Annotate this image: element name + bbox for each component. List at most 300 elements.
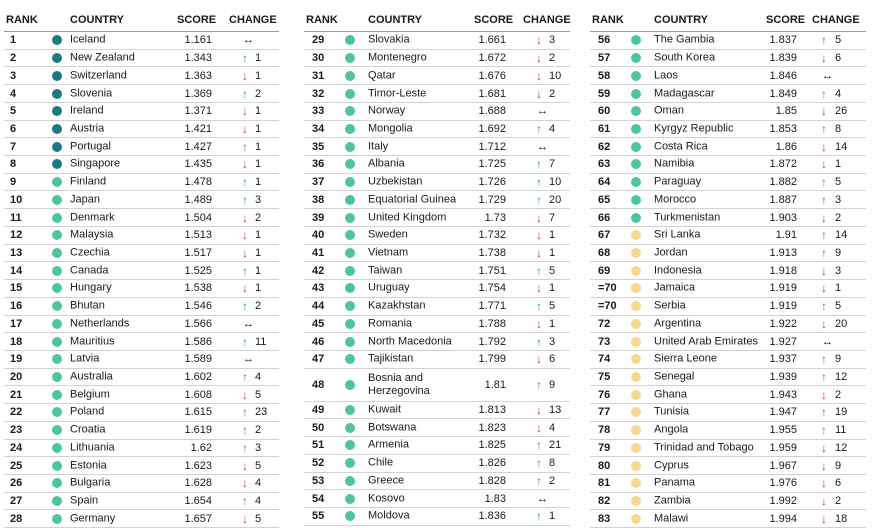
country-cell: Madagascar [654,87,715,100]
rank-cell: 11 [10,211,22,224]
change-value: 1 [255,122,262,135]
score-cell: 1.771 [478,300,506,313]
arrow-down-icon: ↓ [536,51,542,66]
header-change: CHANGE [812,14,860,26]
arrow-down-icon: ↓ [536,281,542,296]
rank-cell: 72 [598,317,611,330]
change-value: 5 [549,300,556,313]
arrow-down-icon: ↓ [536,403,542,418]
arrow-up-icon: ↑ [821,299,827,314]
rank-cell: 18 [10,335,23,348]
table-row [590,422,866,440]
table-row [304,369,570,402]
arrow-up-icon: ↑ [821,192,827,207]
change-value: 3 [835,264,842,277]
score-cell: 1.913 [769,246,797,259]
rank-cell: 36 [312,158,325,171]
rank-cell: 5 [10,105,17,118]
score-cell: 1.657 [184,512,212,525]
tier-dot [631,53,641,63]
table-row [590,457,866,475]
country-cell: Kuwait [368,403,402,416]
change-value: 6 [835,477,842,490]
table-row [4,422,279,440]
rank-cell: 17 [10,317,23,330]
rank-cell: 77 [598,406,611,419]
no-change-icon: ↔ [822,69,833,82]
table-row [304,245,570,263]
change-value: 6 [549,353,556,366]
country-cell: Indonesia [654,264,702,277]
arrow-up-icon: ↑ [242,263,248,278]
rank-cell: 81 [598,477,611,490]
change-value: 2 [255,424,262,437]
tier-dot [345,440,355,450]
change-value: 23 [255,406,268,419]
rank-cell: 69 [598,264,611,277]
score-cell: 1.566 [184,317,212,330]
score-cell: 1.371 [184,105,212,118]
change-value: 1 [255,140,262,153]
country-cell: Malawi [654,512,689,525]
arrow-down-icon: ↓ [536,33,542,48]
tier-dot [52,319,62,329]
rank-cell: 6 [10,122,17,135]
score-cell: 1.725 [478,158,506,171]
tier-dot [345,35,355,45]
score-cell: 1.849 [769,87,797,100]
tier-dot [52,71,62,81]
change-value: 2 [255,211,262,224]
change-value: 1 [549,282,556,295]
table-row [590,191,866,209]
change-value: 5 [835,300,842,313]
tier-dot [345,177,355,187]
change-value: 13 [549,404,562,417]
rank-cell: 10 [10,193,23,206]
score-cell: 1.939 [769,371,797,384]
score-cell: 1.837 [769,34,797,47]
table-row [4,475,279,493]
change-value: 14 [835,140,848,153]
rank-cell: 38 [312,193,325,206]
change-value: 1 [835,158,842,171]
score-cell: 1.369 [184,87,212,100]
change-value: 2 [549,474,556,487]
tier-dot [631,142,641,152]
tier-dot [52,266,62,276]
table-row [304,50,570,68]
table-row [304,32,570,50]
table-row [304,156,570,174]
arrow-up-icon: ↑ [821,228,827,243]
change-value: 4 [549,421,556,434]
tier-dot [345,89,355,99]
change-value: 1 [255,176,262,189]
tier-dot [631,443,641,453]
ranking-table-column-2 [304,7,570,526]
score-cell: 1.602 [184,371,212,384]
country-cell: Bulgaria [70,476,111,489]
country-cell: Panama [654,476,695,489]
arrow-down-icon: ↓ [821,440,827,455]
score-cell: 1.959 [769,441,797,454]
change-value: 5 [255,388,262,401]
tier-dot [345,283,355,293]
rank-cell: 2 [10,52,17,65]
rank-cell: =70 [598,300,617,313]
header-rank: RANK [306,14,338,26]
tier-dot [345,511,355,521]
table-row [4,351,279,369]
arrow-down-icon: ↓ [536,68,542,83]
change-value: 3 [549,34,556,47]
rank-cell: 23 [10,424,23,437]
change-value: 18 [835,512,848,525]
country-cell: Botswana [368,421,417,434]
table-row [4,369,279,387]
score-cell: 1.161 [184,34,212,47]
tier-dot [52,35,62,45]
country-cell: Equatorial Guinea [368,193,457,206]
table-row [304,262,570,280]
table-row [4,32,279,50]
country-cell: Romania [368,317,413,330]
score-cell: 1.62 [190,441,212,454]
rank-cell: 82 [598,495,611,508]
rank-cell: 31 [312,69,325,82]
header-country: COUNTRY [654,14,708,26]
country-cell: Germany [70,512,116,525]
header-country: COUNTRY [70,14,124,26]
country-cell: Slovenia [70,87,113,100]
tier-dot [631,213,641,223]
score-cell: 1.826 [478,457,506,470]
tier-dot [631,283,641,293]
rank-cell: 1 [10,34,17,47]
tier-dot [345,248,355,258]
rank-cell: 67 [598,229,611,242]
change-value: 20 [549,193,562,206]
arrow-up-icon: ↑ [242,86,248,101]
rank-cell: 51 [312,439,325,452]
country-cell: New Zealand [70,51,135,64]
score-cell: 1.992 [769,495,797,508]
country-cell: Uzbekistan [368,175,423,188]
change-value: 11 [835,424,847,437]
change-value: 2 [549,52,556,65]
table-row [4,174,279,192]
tier-dot [345,106,355,116]
table-row [304,473,570,491]
table-row [4,386,279,404]
tier-dot [345,354,355,364]
rank-cell: 65 [598,193,611,206]
arrow-up-icon: ↑ [821,175,827,190]
country-cell: Namibia [654,157,695,170]
country-cell: Armenia [368,438,409,451]
country-cell [368,372,430,398]
score-cell: 1.882 [769,176,797,189]
table-row [304,419,570,437]
country-cell: Moldova [368,509,410,522]
tier-dot [345,124,355,134]
change-value: 1 [255,158,262,171]
arrow-down-icon: ↓ [536,210,542,225]
score-cell: 1.846 [769,69,797,82]
country-line-2: Herzegovina [368,384,430,397]
table-row [590,103,866,121]
country-cell: United Kingdom [368,211,447,224]
arrow-up-icon: ↑ [242,423,248,438]
country-cell: North Macedonia [368,335,452,348]
arrow-up-icon: ↑ [536,192,542,207]
change-value: 2 [835,495,842,508]
tier-dot [631,248,641,258]
country-cell: Malaysia [70,228,114,241]
rank-cell: 60 [598,105,611,118]
score-cell: 1.83 [484,492,506,505]
rank-cell: 24 [10,441,23,454]
score-cell: 1.712 [478,140,506,153]
rank-cell: 75 [598,371,611,384]
change-value: 1 [255,229,262,242]
change-value: 12 [835,441,848,454]
arrow-up-icon: ↑ [242,494,248,509]
tier-dot [345,494,355,504]
table-row [590,245,866,263]
change-value: 26 [835,105,848,118]
arrow-down-icon: ↓ [821,316,827,331]
no-change-icon: ↔ [537,105,548,118]
score-cell: 1.828 [478,474,506,487]
country-cell: Uruguay [368,281,410,294]
score-cell: 1.343 [184,52,212,65]
arrow-down-icon: ↓ [536,420,542,435]
change-value: 19 [835,406,848,419]
change-value: 1 [255,282,262,295]
rank-cell: 56 [598,34,611,47]
tier-dot [345,337,355,347]
country-cell: Finland [70,175,107,188]
rank-cell: 12 [10,229,23,242]
tier-dot [631,35,641,45]
country-cell: Denmark [70,211,115,224]
score-cell: 1.919 [769,300,797,313]
rank-cell: 16 [10,300,23,313]
change-value: 1 [549,246,556,259]
rank-cell: 20 [10,371,23,384]
tier-dot [52,337,62,347]
tier-dot [52,248,62,258]
table-row [590,121,866,139]
change-value: 8 [835,122,842,135]
country-cell: Senegal [654,370,695,383]
score-cell: 1.853 [769,122,797,135]
change-value: 9 [835,459,842,472]
country-cell: Laos [654,69,678,82]
change-value: 8 [549,457,556,470]
country-cell: Argentina [654,317,702,330]
change-value: 7 [549,211,556,224]
table-row [590,510,866,528]
table-row [590,280,866,298]
arrow-up-icon: ↑ [536,456,542,471]
arrow-down-icon: ↓ [242,387,248,402]
score-cell: 1.927 [769,335,797,348]
country-cell: Slovakia [368,33,410,46]
header-country: COUNTRY [368,14,422,26]
table-row [590,50,866,68]
arrow-up-icon: ↑ [821,121,827,136]
rank-cell: 50 [312,421,325,434]
arrow-down-icon: ↓ [242,476,248,491]
rank-cell: 9 [10,176,17,189]
change-value: 4 [255,371,262,384]
tier-dot [631,372,641,382]
table-row [590,493,866,511]
table-row [590,404,866,422]
change-value: 3 [549,335,556,348]
rank-cell: 76 [598,388,611,401]
rank-cell: 44 [312,300,325,313]
table-row [590,32,866,50]
arrow-down-icon: ↓ [821,51,827,66]
country-cell: Oman [654,104,684,117]
arrow-down-icon: ↓ [536,245,542,260]
country-cell: Austria [70,122,105,135]
table-row [304,85,570,103]
table-row [4,245,279,263]
rank-cell: 14 [10,264,23,277]
arrow-up-icon: ↑ [536,473,542,488]
rank-cell: 78 [598,424,611,437]
arrow-up-icon: ↑ [821,33,827,48]
arrow-up-icon: ↑ [536,334,542,349]
arrow-up-icon: ↑ [242,440,248,455]
score-cell: 1.615 [184,406,212,419]
score-cell: 1.726 [478,176,506,189]
arrow-down-icon: ↓ [821,139,827,154]
table-row [590,85,866,103]
table-row [4,510,279,528]
change-value: 4 [835,87,842,100]
change-value: 4 [549,122,556,135]
country-cell: Greece [368,474,405,487]
rank-cell: 3 [10,69,17,82]
arrow-up-icon: ↑ [536,121,542,136]
country-cell: Zambia [654,494,691,507]
tier-dot [52,301,62,311]
country-cell: Taiwan [368,264,403,277]
arrow-down-icon: ↓ [821,458,827,473]
rank-cell: 68 [598,246,611,259]
change-value: 1 [255,105,262,118]
arrow-up-icon: ↑ [242,370,248,385]
country-cell: Costa Rica [654,140,708,153]
tier-dot [345,380,355,390]
score-cell: 1.85 [775,105,797,118]
table-row [304,351,570,369]
change-value: 1 [835,282,842,295]
country-cell: Timor-Leste [368,87,427,100]
score-cell: 1.589 [184,353,212,366]
arrow-down-icon: ↓ [242,157,248,172]
tier-dot [631,71,641,81]
score-cell: 1.517 [184,246,212,259]
score-cell: 1.688 [478,105,506,118]
rank-cell: 37 [312,176,325,189]
table-row [4,209,279,227]
arrow-down-icon: ↓ [821,263,827,278]
arrow-down-icon: ↓ [242,104,248,119]
arrow-up-icon: ↑ [536,438,542,453]
table-row [304,138,570,156]
table-row [590,262,866,280]
change-value: 1 [549,317,556,330]
rank-cell: 80 [598,459,611,472]
score-cell: 1.676 [478,69,506,82]
change-value: 5 [835,176,842,189]
arrow-down-icon: ↓ [242,228,248,243]
header-rank: RANK [6,14,38,26]
arrow-up-icon: ↑ [821,423,827,438]
country-cell: Latvia [70,352,100,365]
arrow-down-icon: ↓ [242,245,248,260]
arrow-down-icon: ↓ [242,281,248,296]
rank-cell: 62 [598,140,611,153]
change-value: 5 [255,459,262,472]
tier-dot [52,461,62,471]
change-value: 2 [835,388,842,401]
tier-dot [52,230,62,240]
rank-cell: 39 [312,211,325,224]
arrow-down-icon: ↓ [821,387,827,402]
score-cell: 1.919 [769,282,797,295]
tier-dot [631,319,641,329]
country-cell: Jamaica [654,281,695,294]
tier-dot [345,319,355,329]
score-cell: 1.967 [769,459,797,472]
rank-cell: 63 [598,158,611,171]
change-value: 6 [835,52,842,65]
rank-cell: 83 [598,512,611,525]
country-cell: Cyprus [654,459,689,472]
rank-cell: 74 [598,353,611,366]
table-row [590,333,866,351]
table-row [4,121,279,139]
tier-dot [345,142,355,152]
score-cell: 1.825 [478,439,506,452]
tier-dot [631,354,641,364]
rank-cell: 52 [312,457,325,470]
rank-cell: 47 [312,353,325,366]
change-value: 10 [549,69,562,82]
table-row [304,298,570,316]
country-cell: Mauritius [70,335,115,348]
arrow-down-icon: ↓ [821,104,827,119]
no-change-icon: ↔ [537,492,548,505]
change-value: 9 [549,378,556,391]
tier-dot [52,195,62,205]
score-cell: 1.546 [184,300,212,313]
score-cell: 1.799 [478,353,506,366]
country-cell: Lithuania [70,441,115,454]
score-cell: 1.976 [769,477,797,490]
arrow-down-icon: ↓ [536,352,542,367]
tier-dot [52,124,62,134]
score-cell: 1.73 [484,211,506,224]
